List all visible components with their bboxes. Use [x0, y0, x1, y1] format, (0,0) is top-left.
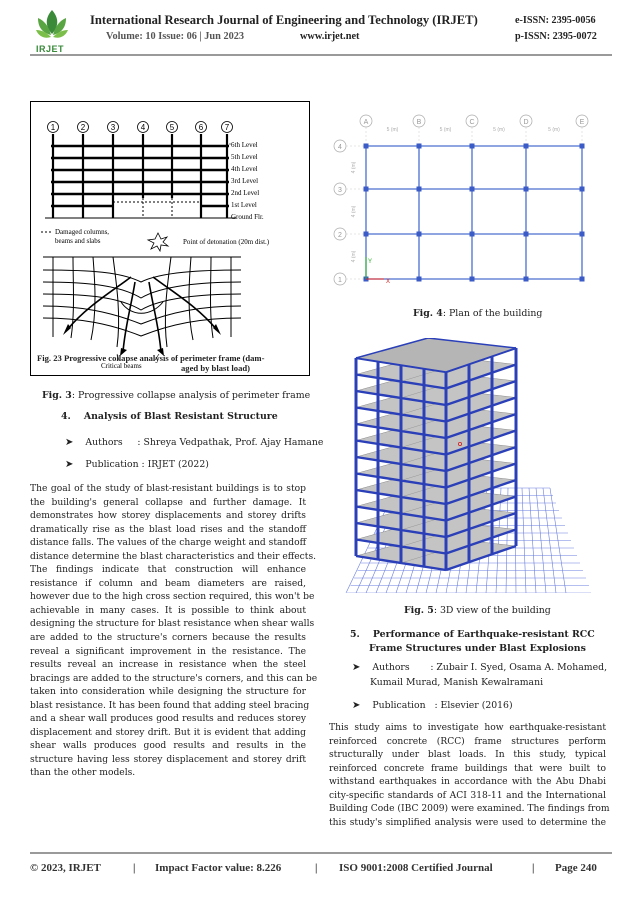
fig4-caption: Fig. 4: Plan of the building — [413, 308, 543, 319]
plan-node — [524, 187, 529, 192]
explosion-icon — [148, 233, 168, 251]
section-5-text-line: reinforced concrete frame buildings that were built to — [329, 763, 606, 774]
level-label: 2nd Level — [231, 189, 260, 197]
plan-node — [417, 232, 422, 237]
section-4-publication: ➤ Publication : IRJET (2022) — [65, 459, 209, 470]
section-4-text-line: shear walls produces good results and results in the — [30, 741, 306, 752]
level-label: 4th Level — [231, 165, 258, 173]
plan-node — [470, 232, 475, 237]
arrow-bullet-icon: ➤ — [65, 459, 74, 470]
section-5-text-line: withstand earthquakes in accordance with the Abu Dhabi — [329, 777, 606, 788]
section-4-text-line: results reveal an increase in resistance when the steel — [30, 660, 306, 671]
arrow-bullet-icon: ➤ — [65, 437, 74, 448]
footer-sep: | — [532, 862, 535, 874]
header-rule — [30, 54, 612, 56]
section-4-text-line: reveal a significant improvement in the resistance. The — [30, 646, 306, 657]
section-4-text-line: The goal of the study of blast-resistant buildings is to stop — [30, 484, 306, 494]
section-4-text-line: taken into consideration while designing the structure for — [30, 687, 306, 698]
level-label: Ground Flr. — [231, 213, 264, 221]
section-5-publication: ➤ Publication : Elsevier (2016) — [352, 700, 513, 711]
section-4-paragraph — [30, 483, 318, 781]
website-link[interactable]: www.irjet.net — [300, 31, 360, 42]
plan-node — [470, 187, 475, 192]
arrow-bullet-icon: ➤ — [352, 662, 361, 673]
section-4-text-line: blast resistance. It has been found that adding steel bracing — [30, 700, 310, 711]
legend-damaged-2: beams and slabs — [55, 237, 101, 245]
col-num: 2 — [80, 123, 86, 132]
section-5-text-line: city-specific standards of ACI 318-11 and the International — [329, 790, 606, 801]
section-4-text-line: demonstrates how storey displacements and storey drifts — [30, 511, 306, 522]
section-4-text-line: distance falls. The values of the charge weight and standoff — [30, 538, 307, 549]
plan-span-x: 5 (m) — [439, 127, 452, 133]
plan-node — [524, 277, 529, 282]
legend-damaged-1: Damaged columns, — [55, 228, 110, 236]
figure-3-progressive-collapse — [30, 101, 310, 376]
level-label: 5th Level — [231, 153, 258, 161]
section-4-heading: 4. Analysis of Blast Resistant Structure — [61, 411, 278, 422]
volume-issue: Volume: 10 Issue: 06 | Jun 2023 — [106, 31, 245, 42]
fig3-inner-caption-2: aged by blast load) — [181, 363, 251, 373]
arrow-bullet-icon: ➤ — [352, 700, 361, 711]
section-4-text-line: resistance if column and beam diameters are raised, — [30, 578, 306, 589]
column-numbers — [48, 122, 233, 133]
section-5-text-line: Building Code (IBC 2009) were examined. The findings from — [329, 804, 610, 815]
plan-node — [470, 277, 475, 282]
section-4-authors: ➤ Authors : Shreya Vedpathak, Prof. Ajay Hamane — [65, 437, 324, 448]
plan-span-x: 5 (m) — [493, 127, 505, 133]
section-4-text-line: dramatically rise as the blast load rises and the standoff — [30, 524, 306, 535]
col-num: 6 — [198, 123, 204, 132]
section-5-heading-2: Frame Structures under Blast Explosions — [369, 643, 586, 654]
plan-row-label: 1 — [338, 277, 342, 284]
plan-node — [580, 232, 585, 237]
journal-title: International Research Journal of Engineering and Technology (IRJET) — [90, 13, 478, 27]
col-num: 3 — [110, 123, 116, 132]
plan-span-x: 5 (m) — [386, 127, 399, 133]
fig3-caption: Fig. 3: Progressive collapse analysis of perimeter frame — [42, 390, 311, 401]
plan-node — [580, 144, 585, 149]
plan-node — [417, 187, 422, 192]
plan-axis-x-label: X — [386, 279, 391, 285]
plan-span-y: 4 (m) — [351, 161, 357, 174]
footer-sep: | — [315, 862, 318, 874]
plan-col-label: D — [523, 119, 529, 126]
footer-rule — [30, 852, 612, 854]
plan-span-y: 4 (m) — [351, 205, 357, 218]
level-label: 3rd Level — [231, 177, 259, 185]
section-4-text-line: structure having less storey displacement and storey drift — [30, 754, 306, 765]
section-4-text-line: the building's general collapse and further damage. It — [30, 497, 306, 508]
plan-node — [364, 187, 369, 192]
footer-impact: Impact Factor value: 8.226 — [155, 862, 282, 874]
figure-5-3d-view — [336, 338, 591, 593]
plan-node — [470, 144, 475, 149]
plan-node — [417, 144, 422, 149]
pissn: p-ISSN: 2395-0072 — [515, 31, 597, 42]
plan-node — [364, 144, 369, 149]
section-5-heading-1: 5. Performance of Earthquake-resistant RCC — [350, 629, 595, 640]
plan-node — [580, 187, 585, 192]
fig3-inner-caption-1: Fig. 23 Progressive collapse analysis of perimeter frame (dam- — [37, 353, 265, 363]
footer-sep: | — [133, 862, 136, 874]
plan-node — [524, 144, 529, 149]
footer-copyright: © 2023, IRJET — [30, 862, 101, 874]
section-5-authors-cont: Kumail Murad, Manish Kewalramani — [370, 677, 544, 688]
section-4-text-line: than the other models. — [30, 768, 136, 779]
section-4-text-line: The findings indicate that construction will enhance — [30, 565, 306, 576]
plan-axis-y-label: Y — [368, 259, 373, 265]
plan-node — [580, 277, 585, 282]
plan-node — [417, 277, 422, 282]
section-5-text-line: This study aims to investigate how earthquake-resistant — [329, 723, 606, 733]
section-5-authors: ➤ Authors : Zubair I. Syed, Osama A. Mohamed, — [352, 662, 608, 673]
critical-beams-label: Critical beams — [101, 362, 142, 370]
plan-node — [364, 232, 369, 237]
section-4-text-line: bracings are added to the structure's corners, and this can be — [30, 673, 318, 684]
section-4-text-line: are added to the structure's corners because the results — [30, 633, 306, 644]
plan-row-label: 4 — [338, 144, 342, 151]
eissn: e-ISSN: 2395-0056 — [515, 15, 596, 26]
footer-page: Page 240 — [555, 862, 597, 874]
section-5-text-line: this study's simplified analysis were used to determine the — [329, 817, 606, 828]
plan-span-y: 4 (m) — [351, 250, 357, 263]
figure-4-plan — [326, 101, 602, 291]
section-4-text-line: displacement and storey drift. But it is evident that adding — [30, 727, 306, 738]
col-num: 5 — [169, 123, 175, 132]
section-5-paragraph — [329, 722, 610, 830]
section-4-text-line: distance determine the blast characteristics and their effects. — [30, 551, 317, 562]
section-4-text-line: however due to the high cross section required, this won't be — [30, 592, 315, 603]
plan-col-label: B — [416, 119, 422, 126]
level-label: 1st Level — [231, 201, 257, 209]
section-5-text-line: structurally under blast loads. In this study, typical — [329, 750, 606, 761]
section-5-text-line: reinforced concrete (RCC) frame structures perform — [329, 736, 606, 747]
section-4-text-line: designing the structure for blast resistance when shear walls — [30, 619, 315, 630]
footer-iso: ISO 9001:2008 Certified Journal — [339, 862, 493, 874]
plan-col-label: E — [579, 119, 585, 126]
plan-col-label: A — [363, 119, 369, 126]
col-num: 1 — [50, 123, 56, 132]
detonation-label: Point of detonation (20m dist.) — [183, 238, 270, 246]
col-num: 4 — [140, 123, 146, 132]
section-4-text-line: and a shear wall produces good results and reduces storey — [30, 714, 306, 725]
level-label: 6th Level — [231, 141, 258, 149]
plan-node — [524, 232, 529, 237]
plan-row-label: 2 — [338, 232, 342, 239]
plan-row-label: 3 — [338, 187, 342, 194]
logo-text: IRJET — [36, 44, 65, 54]
section-4-text-line: achievable in many cases. It is possible to think about — [30, 605, 306, 616]
col-num: 7 — [224, 123, 230, 132]
fig5-caption: Fig. 5: 3D view of the building — [404, 605, 551, 616]
plan-col-label: C — [469, 119, 475, 126]
plan-span-x: 5 (m) — [548, 127, 560, 133]
